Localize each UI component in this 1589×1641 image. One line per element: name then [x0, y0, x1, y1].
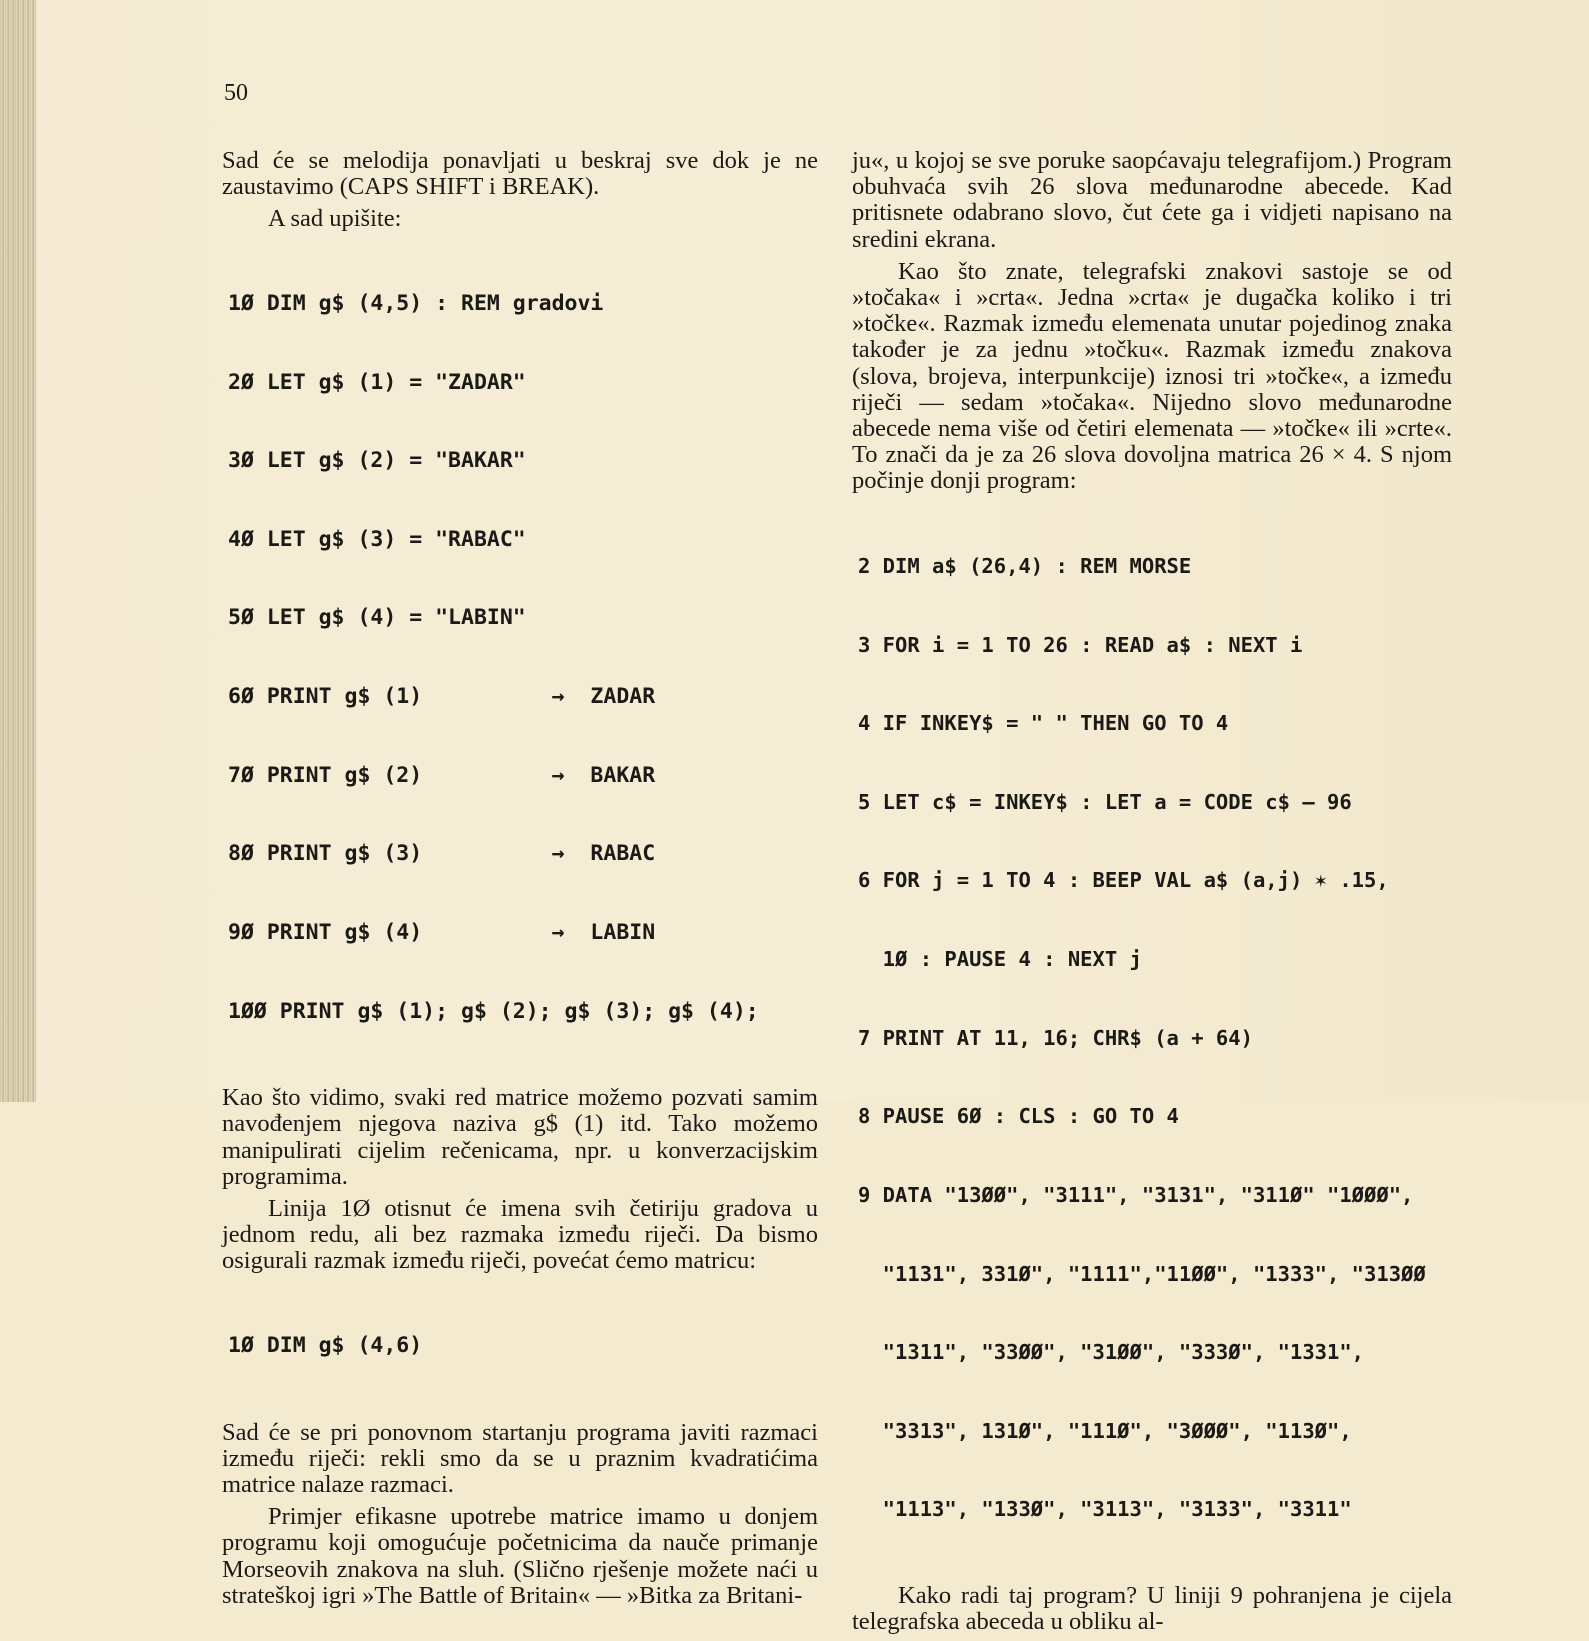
code-line: 8Ø PRINT g$ (3) → RABAC: [228, 841, 656, 867]
code-line: 8 PAUSE 6Ø : CLS : GO TO 4: [858, 1104, 1179, 1129]
paragraph: Kao što vidimo, svaki red matrice možemo pozvati samim navođenjem njegova naziva g$ (1) itd. Tako možemo manipulirati cijelim rečenicama, npr. u konverzacijskim programima.: [222, 1084, 818, 1190]
code-line: 1Ø : PAUSE 4 : NEXT j: [858, 947, 1142, 972]
code-listing-morse: [858, 501, 1452, 1575]
code-line: 9 DATA "13ØØ", "3111", "3131", "311Ø" "1ØØØ",: [858, 1182, 1414, 1207]
paragraph: Primjer efikasne upotrebe matrice imamo u donjem programu koji omogućuje početnicima da nauče primanje Morseovih znakova na sluh. (Slično rješenje možete naći u strateškoj igri »The Battle of Britain« — »Bitka za Britani-: [222, 1503, 818, 1609]
code-line: "1131", 331Ø", "1111","11ØØ", "1333", "313ØØ: [858, 1261, 1426, 1286]
code-line: "3313", 131Ø", "111Ø", "3ØØØ", "113Ø",: [858, 1418, 1352, 1443]
paragraph: Kako radi taj program? U liniji 9 pohranjena je cijela telegrafska abeceda u obliku al-: [852, 1581, 1452, 1636]
paragraph: Kao što znate, telegrafski znakovi sastoje se od »točaka« i »crta«. Jedna »crta« je dugačka koliko i tri »točke«. Razmak između elemenata unutar pojedinog znaka također je za jednu »točku«. Razmak između znakova (slova, brojeva, interpunkcije) iznosi tri »točke«, a između riječi — sedam »točaka«. Nijedno slovo međunarodne abecede nema više od četiri elemenata — »točke« ili »crte«. To znači da je za 26 slova dovoljna matrica 26 × 4. S njom počinje donji program:: [852, 257, 1452, 495]
code-line: "1113", "133Ø", "3113", "3133", "3311": [858, 1497, 1352, 1522]
code-line: 6 FOR j = 1 TO 4 : BEEP VAL a$ (a,j) ✶ .15,: [858, 868, 1389, 893]
code-listing-cities: [228, 239, 818, 1078]
code-line: 1ØØ PRINT g$ (1); g$ (2); g$ (3); g$ (4);: [228, 998, 759, 1024]
left-column: [222, 148, 818, 1615]
paragraph: ju«, u kojoj se sve poruke saopćavaju telegrafijom.) Program obuhvaća svih 26 slova međunarodne abecede. Kad pritisnete odabrano slovo, čut ćete ga i vidjeti napisano na sredini ekrana.: [852, 147, 1452, 253]
page-number: 50: [224, 80, 248, 106]
code-line: 5 LET c$ = INKEY$ : LET a = CODE c$ — 96: [858, 789, 1352, 814]
paragraph: Sad će se melodija ponavljati u beskraj sve dok je ne zaustavimo (CAPS SHIFT i BREAK).: [222, 147, 818, 201]
paragraph: Linija 1Ø otisnut će imena svih četiriju gradova u jednom redu, ali bez razmaka između riječi. Da bismo osigurali razmak između riječi, povećat ćemo matricu:: [222, 1194, 818, 1275]
code-line: 1Ø DIM g$ (4,5) : REM gradovi: [228, 291, 604, 317]
code-line: 5Ø LET g$ (4) = "LABIN": [228, 605, 526, 631]
code-line: 2 DIM a$ (26,4) : REM MORSE: [858, 554, 1192, 579]
code-line: 3Ø LET g$ (2) = "BAKAR": [228, 448, 526, 474]
paragraph: A sad upišite:: [268, 205, 402, 233]
code-line: 7Ø PRINT g$ (2) → BAKAR: [228, 762, 656, 788]
code-line: 3 FOR i = 1 TO 26 : READ a$ : NEXT i: [858, 632, 1303, 657]
code-line: 9Ø PRINT g$ (4) → LABIN: [228, 919, 656, 945]
code-line: "1311", "33ØØ", "31ØØ", "333Ø", "1331",: [858, 1340, 1365, 1365]
paragraph: Sad će se pri ponovnom startanju programa javiti razmaci između riječi: rekli smo da se u praznim kvadratićima matrice nalaze razmaci.: [222, 1418, 818, 1498]
code-listing-dim: [228, 1281, 818, 1412]
code-line: 1Ø DIM g$ (4,6): [228, 1332, 423, 1358]
code-line: 6Ø PRINT g$ (1) → ZADAR: [228, 684, 656, 710]
code-line: 4 IF INKEY$ = " " THEN GO TO 4: [858, 711, 1229, 736]
code-line: 2Ø LET g$ (1) = "ZADAR": [228, 369, 526, 395]
book-binding-edge: [0, 0, 36, 1102]
code-line: 4Ø LET g$ (3) = "RABAC": [228, 526, 526, 552]
right-column: [852, 148, 1452, 1641]
code-line: 7 PRINT AT 11, 16; CHR$ (a + 64): [858, 1025, 1253, 1050]
